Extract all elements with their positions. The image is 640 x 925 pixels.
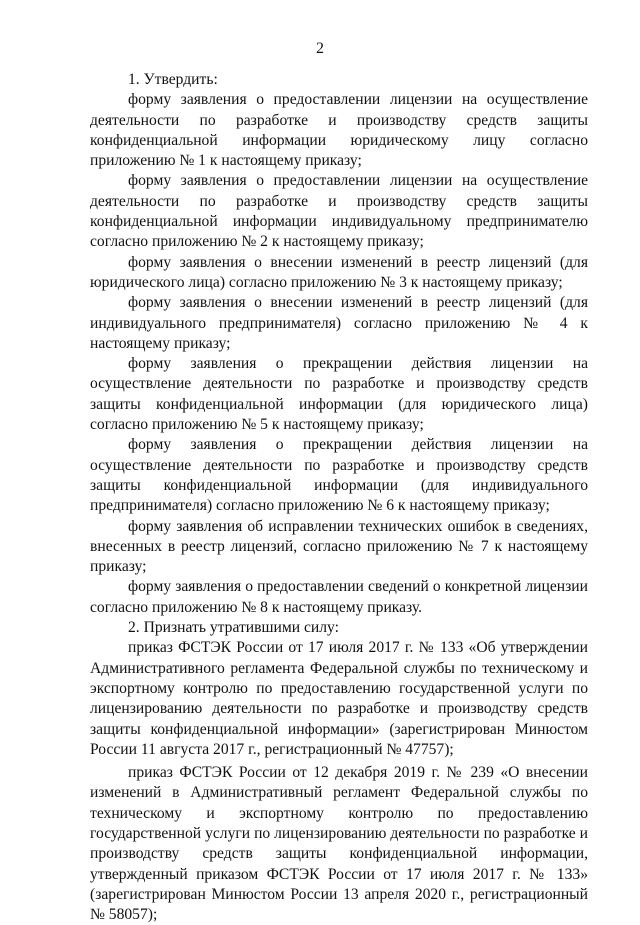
paragraph-form-2: форму заявления о предоставлении лицензии на осуществление деятельности по разработке и производству средств защиты конфиденциальной информации индивидуальному предпринимателю согласно приложению № 2 к настоящему приказу; [90,172,588,251]
paragraph-item-1-heading: 1. Утвердить: [128,71,218,88]
paragraph-repeal-order-239: приказ ФСТЭК России от 12 декабря 2019 г. № 239 «О внесении изменений в Административный регламент Федеральной службы по техническому и экспортному контролю по предоставлению государственной услуги по лицензированию деятельности по разработке и производству средств защиты конфиденциальной информации, утвержденный приказом ФСТЭК России от 17 июля 2017 г. № 133» (зарегистрирован Минюстом России 13 апреля 2020 г., регистрационный № 58057); [90,764,588,924]
page-number: 2 [316,40,324,57]
document-body [90,70,588,925]
paragraph-form-4: форму заявления о внесении изменений в реестр лицензий (для индивидуального предпринимателя) согласно приложению № 4 к настоящему приказу; [90,294,588,352]
paragraph-form-8: форму заявления о предоставлении сведений о конкретной лицензии согласно приложению № 8 к настоящему приказу. [90,578,588,616]
paragraph-form-5: форму заявления о прекращении действия лицензии на осуществление деятельности по разработке и производству средств защиты конфиденциальной информации (для юридического лица) согласно приложению № 5 к настоящему приказу; [90,355,588,434]
paragraph-form-3: форму заявления о внесении изменений в реестр лицензий (для юридического лица) согласно приложению № 3 к настоящему приказу; [90,253,588,291]
paragraph-item-2-heading: 2. Признать утратившими силу: [128,619,339,637]
paragraph-form-6: форму заявления о прекращении действия лицензии на осуществление деятельности по разработке и производству средств защиты конфиденциальной информации (для индивидуального предпринимателя) согласно приложению № 6 к настоящему приказу; [90,436,588,515]
paragraph-form-7: форму заявления об исправлении технических ошибок в сведениях, внесенных в реестр лицензий, согласно приложению № 7 к настоящему приказу; [90,517,588,576]
paragraph-repeal-order-133: приказ ФСТЭК России от 17 июля 2017 г. № 133 «Об утверждении Административного регламента Федеральной службы по техническому и экспортному контролю по предоставлению государственной услуги по лицензированию деятельности по разработке и производству средств защиты конфиденциальной информации» (зарегистрирован Минюстом России 11 августа 2017 г., регистрационный № 47757); [90,639,588,758]
paragraph-form-1: форму заявления о предоставлении лицензии на осуществление деятельности по разработке и производству средств защиты конфиденциальной информации юридическому лицу согласно приложению № 1 к настоящему приказу; [90,91,588,170]
